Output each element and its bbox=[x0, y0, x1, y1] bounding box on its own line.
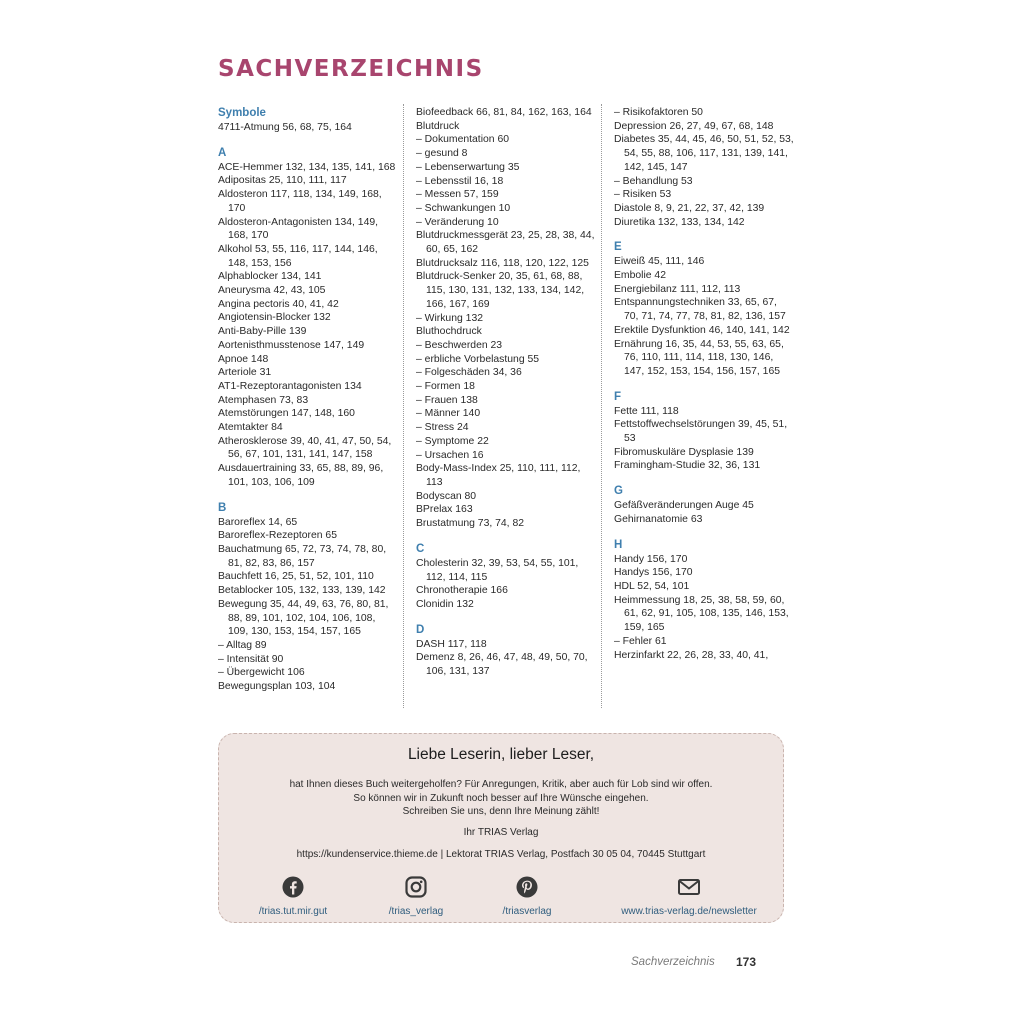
index-entry: – Ursachen 16 bbox=[416, 449, 484, 461]
social-label: /trias.tut.mir.gut bbox=[258, 906, 328, 917]
index-entry: Fette 111, 118 bbox=[614, 405, 679, 417]
index-entry: – Lebensstil 16, 18 bbox=[416, 175, 504, 187]
index-entry: – gesund 8 bbox=[416, 148, 468, 160]
index-entry: Anti-Baby-Pille 139 bbox=[218, 326, 307, 338]
index-entry: Embolie 42 bbox=[614, 270, 666, 282]
pinterest-icon bbox=[516, 876, 538, 898]
index-entry: Blutdrucksalz 116, 118, 120, 122, 125 bbox=[416, 257, 589, 269]
index-entry: Framingham-Studie 32, 36, 131 bbox=[614, 460, 761, 472]
index-entry: Gefäßveränderungen Auge 45 bbox=[614, 500, 754, 512]
index-entry: HDL 52, 54, 101 bbox=[614, 580, 690, 592]
index-entry: Erektile Dysfunktion 46, 140, 141, 142 bbox=[614, 324, 790, 336]
index-entry: Diastole 8, 9, 21, 22, 37, 42, 139 bbox=[614, 202, 765, 214]
index-entry: Bewegungsplan 103, 104 bbox=[218, 681, 336, 693]
index-entry: Betablocker 105, 132, 133, 139, 142 bbox=[218, 585, 386, 597]
index-entry: Ernährung 16, 35, 44, 53, 55, 63, 65, 76, 110, 111, 114, 118, 130, 146, 147, 152, 153, 154, 156, 157, 165 bbox=[614, 338, 784, 377]
social-label: /trias_verlag bbox=[388, 906, 444, 917]
index-entry: – Übergewicht 106 bbox=[218, 667, 305, 679]
index-entry: Herzinfarkt 22, 26, 28, 33, 40, 41, bbox=[614, 649, 769, 661]
social-label: www.trias-verlag.de/newsletter bbox=[621, 906, 757, 917]
index-entry: Alphablocker 134, 141 bbox=[218, 271, 322, 283]
index-entry: Atemstörungen 147, 148, 160 bbox=[218, 408, 355, 420]
index-entry: – Lebenserwartung 35 bbox=[416, 161, 520, 173]
index-entry: – Behandlung 53 bbox=[614, 175, 693, 187]
box-text-line: So können wir in Zukunft noch besser auf Ihre Wünsche eingehen. bbox=[353, 792, 649, 804]
index-entry: – Risiken 53 bbox=[614, 189, 672, 201]
column-divider bbox=[403, 104, 404, 708]
page-title: SACHVERZEICHNIS bbox=[218, 56, 484, 82]
index-entry: Baroreflex 14, 65 bbox=[218, 516, 298, 528]
index-entry: – Beschwerden 23 bbox=[416, 339, 503, 351]
index-entry: – Symptome 22 bbox=[416, 435, 489, 447]
index-entry: Aldosteron-Antagonisten 134, 149, 168, 170 bbox=[218, 216, 379, 242]
index-entry: Handys 156, 170 bbox=[614, 567, 693, 579]
index-entry: – Männer 140 bbox=[416, 408, 481, 420]
index-letter-heading: G bbox=[614, 485, 623, 498]
index-entry: Bluthochdruck bbox=[416, 326, 482, 338]
index-letter-heading: C bbox=[416, 542, 425, 555]
footer-section-label: Sachverzeichnis bbox=[631, 956, 715, 968]
index-entry: Angina pectoris 40, 41, 42 bbox=[218, 298, 339, 310]
index-entry: Blutdruck bbox=[416, 120, 460, 132]
index-entry: – Messen 57, 159 bbox=[416, 189, 499, 201]
index-letter-heading: D bbox=[416, 623, 425, 636]
index-entry: Baroreflex-Rezeptoren 65 bbox=[218, 530, 337, 542]
index-entry: Blutdruck-Senker 20, 35, 61, 68, 88, 115, 130, 131, 132, 133, 134, 142, 166, 167, 169 bbox=[416, 271, 585, 310]
social-facebook[interactable] bbox=[233, 876, 353, 919]
index-column-2 bbox=[416, 106, 596, 679]
index-column-1 bbox=[218, 106, 398, 694]
index-entry: Bauchfett 16, 25, 51, 52, 101, 110 bbox=[218, 571, 374, 583]
index-entry: Adipositas 25, 110, 111, 117 bbox=[218, 175, 347, 187]
index-entry: Cholesterin 32, 39, 53, 54, 55, 101, 112, 114, 115 bbox=[416, 557, 579, 583]
box-signature: Ihr TRIAS Verlag bbox=[463, 827, 539, 838]
index-entry: Demenz 8, 26, 46, 47, 48, 49, 50, 70, 106, 131, 137 bbox=[416, 652, 588, 678]
index-entry: DASH 117, 118 bbox=[416, 638, 487, 650]
index-entry: – Stress 24 bbox=[416, 422, 469, 434]
index-entry: Body-Mass-Index 25, 110, 111, 112, 113 bbox=[416, 463, 581, 488]
index-entry: Alkohol 53, 55, 116, 117, 144, 146, 148, 153, 156 bbox=[218, 243, 378, 269]
index-entry: Diabetes 35, 44, 45, 46, 50, 51, 52, 53, 54, 55, 88, 106, 117, 131, 139, 141, 142, 145, 147 bbox=[614, 134, 794, 173]
index-column-3 bbox=[614, 106, 794, 662]
index-entry: BPrelax 163 bbox=[416, 504, 473, 516]
index-entry: Entspannungstechniken 33, 65, 67, 70, 71, 74, 77, 78, 81, 82, 136, 157 bbox=[614, 297, 786, 323]
social-newsletter[interactable] bbox=[599, 876, 779, 919]
social-instagram[interactable] bbox=[356, 876, 476, 919]
social-label: /triasverlag bbox=[502, 906, 552, 917]
index-entry: – Risikofaktoren 50 bbox=[614, 107, 703, 118]
index-entry: Fettstoffwechselstörungen 39, 45, 51, 53 bbox=[614, 419, 788, 445]
index-entry: Apnoe 148 bbox=[218, 353, 269, 365]
index-entry: Bewegung 35, 44, 49, 63, 76, 80, 81, 88, 89, 101, 102, 104, 106, 108, 109, 130, 153, 154, 157, 165 bbox=[218, 598, 389, 638]
index-entry: – Alltag 89 bbox=[218, 639, 267, 651]
index-entry: 4711-Atmung 56, 68, 75, 164 bbox=[218, 122, 352, 133]
index-entry: – Frauen 138 bbox=[416, 394, 478, 406]
index-entry: Atherosklerose 39, 40, 41, 47, 50, 54, 56, 67, 101, 131, 141, 147, 158 bbox=[218, 435, 392, 461]
page-number: 173 bbox=[736, 955, 757, 969]
box-title: Liebe Leserin, lieber Leser, bbox=[407, 746, 595, 763]
index-entry: Handy 156, 170 bbox=[614, 553, 688, 565]
index-entry: Biofeedback 66, 81, 84, 162, 163, 164 bbox=[416, 107, 592, 118]
index-entry: – erbliche Vorbelastung 55 bbox=[416, 353, 540, 365]
index-entry: Angiotensin-Blocker 132 bbox=[218, 312, 331, 324]
box-text-line: hat Ihnen dieses Buch weitergeholfen? Für Anregungen, Kritik, aber auch für Lob sind wir offen. bbox=[289, 779, 713, 790]
index-letter-heading: A bbox=[218, 146, 227, 159]
index-letter-heading: B bbox=[218, 501, 227, 514]
index-letter-heading: E bbox=[614, 241, 622, 254]
index-entry: Diuretika 132, 133, 134, 142 bbox=[614, 216, 745, 228]
index-entry: Aldosteron 117, 118, 134, 149, 168, 170 bbox=[218, 189, 382, 214]
index-entry: – Fehler 61 bbox=[614, 635, 667, 647]
index-entry: Aortenisthmusstenose 147, 149 bbox=[218, 339, 365, 351]
index-entry: Atemphasen 73, 83 bbox=[218, 394, 309, 406]
index-entry: Aneurysma 42, 43, 105 bbox=[218, 285, 326, 297]
index-letter-heading: H bbox=[614, 538, 623, 551]
index-entry: AT1-Rezeptorantagonisten 134 bbox=[218, 380, 362, 392]
index-entry: Fibromuskuläre Dysplasie 139 bbox=[614, 446, 754, 458]
index-entry: Heimmessung 18, 25, 38, 58, 59, 60, 61, 62, 91, 105, 108, 135, 146, 153, 159, 165 bbox=[614, 594, 789, 634]
index-entry: – Formen 18 bbox=[416, 381, 475, 393]
index-letter-heading: F bbox=[614, 390, 622, 403]
mail-icon bbox=[677, 876, 701, 898]
index-entry: Gehirnanatomie 63 bbox=[614, 513, 703, 525]
index-entry: – Schwankungen 10 bbox=[416, 202, 511, 214]
index-entry: Arteriole 31 bbox=[218, 367, 272, 379]
index-letter-heading: Symbole bbox=[218, 107, 266, 119]
index-entry: Blutdruckmessgerät 23, 25, 28, 38, 44, 60, 65, 162 bbox=[416, 230, 595, 256]
social-pinterest[interactable] bbox=[467, 876, 587, 919]
index-entry: ACE-Hemmer 132, 134, 135, 141, 168 bbox=[218, 161, 396, 173]
index-entry: Clonidin 132 bbox=[416, 598, 474, 610]
index-entry: Bauchatmung 65, 72, 73, 74, 78, 80, 81, 82, 83, 86, 157 bbox=[218, 543, 387, 569]
index-entry: – Veränderung 10 bbox=[416, 216, 499, 228]
index-entry: Chronotherapie 166 bbox=[416, 585, 508, 597]
index-entry: – Wirkung 132 bbox=[416, 312, 483, 324]
reader-feedback-box bbox=[218, 733, 784, 923]
index-entry: Depression 26, 27, 49, 67, 68, 148 bbox=[614, 120, 774, 132]
index-entry: – Folgeschäden 34, 36 bbox=[416, 367, 522, 379]
index-entry: Atemtakter 84 bbox=[218, 422, 283, 434]
index-entry: – Dokumentation 60 bbox=[416, 134, 509, 146]
box-text bbox=[219, 778, 783, 819]
index-entry: – Intensität 90 bbox=[218, 653, 284, 665]
index-entry: Eiweiß 45, 111, 146 bbox=[614, 256, 705, 268]
index-entry: Brustatmung 73, 74, 82 bbox=[416, 518, 525, 530]
instagram-icon bbox=[405, 876, 427, 898]
box-text-line: Schreiben Sie uns, denn Ihre Meinung zählt! bbox=[402, 806, 600, 818]
index-entry: Ausdauertraining 33, 65, 88, 89, 96, 101, 103, 106, 109 bbox=[218, 463, 384, 488]
box-contact[interactable]: https://kundenservice.thieme.de | Lektorat TRIAS Verlag, Postfach 30 05 04, 70445 Stuttgart bbox=[296, 849, 706, 860]
index-entry: Energiebilanz 111, 112, 113 bbox=[614, 283, 741, 295]
column-divider bbox=[601, 104, 602, 708]
index-entry: Bodyscan 80 bbox=[416, 490, 477, 502]
facebook-icon bbox=[282, 876, 304, 898]
